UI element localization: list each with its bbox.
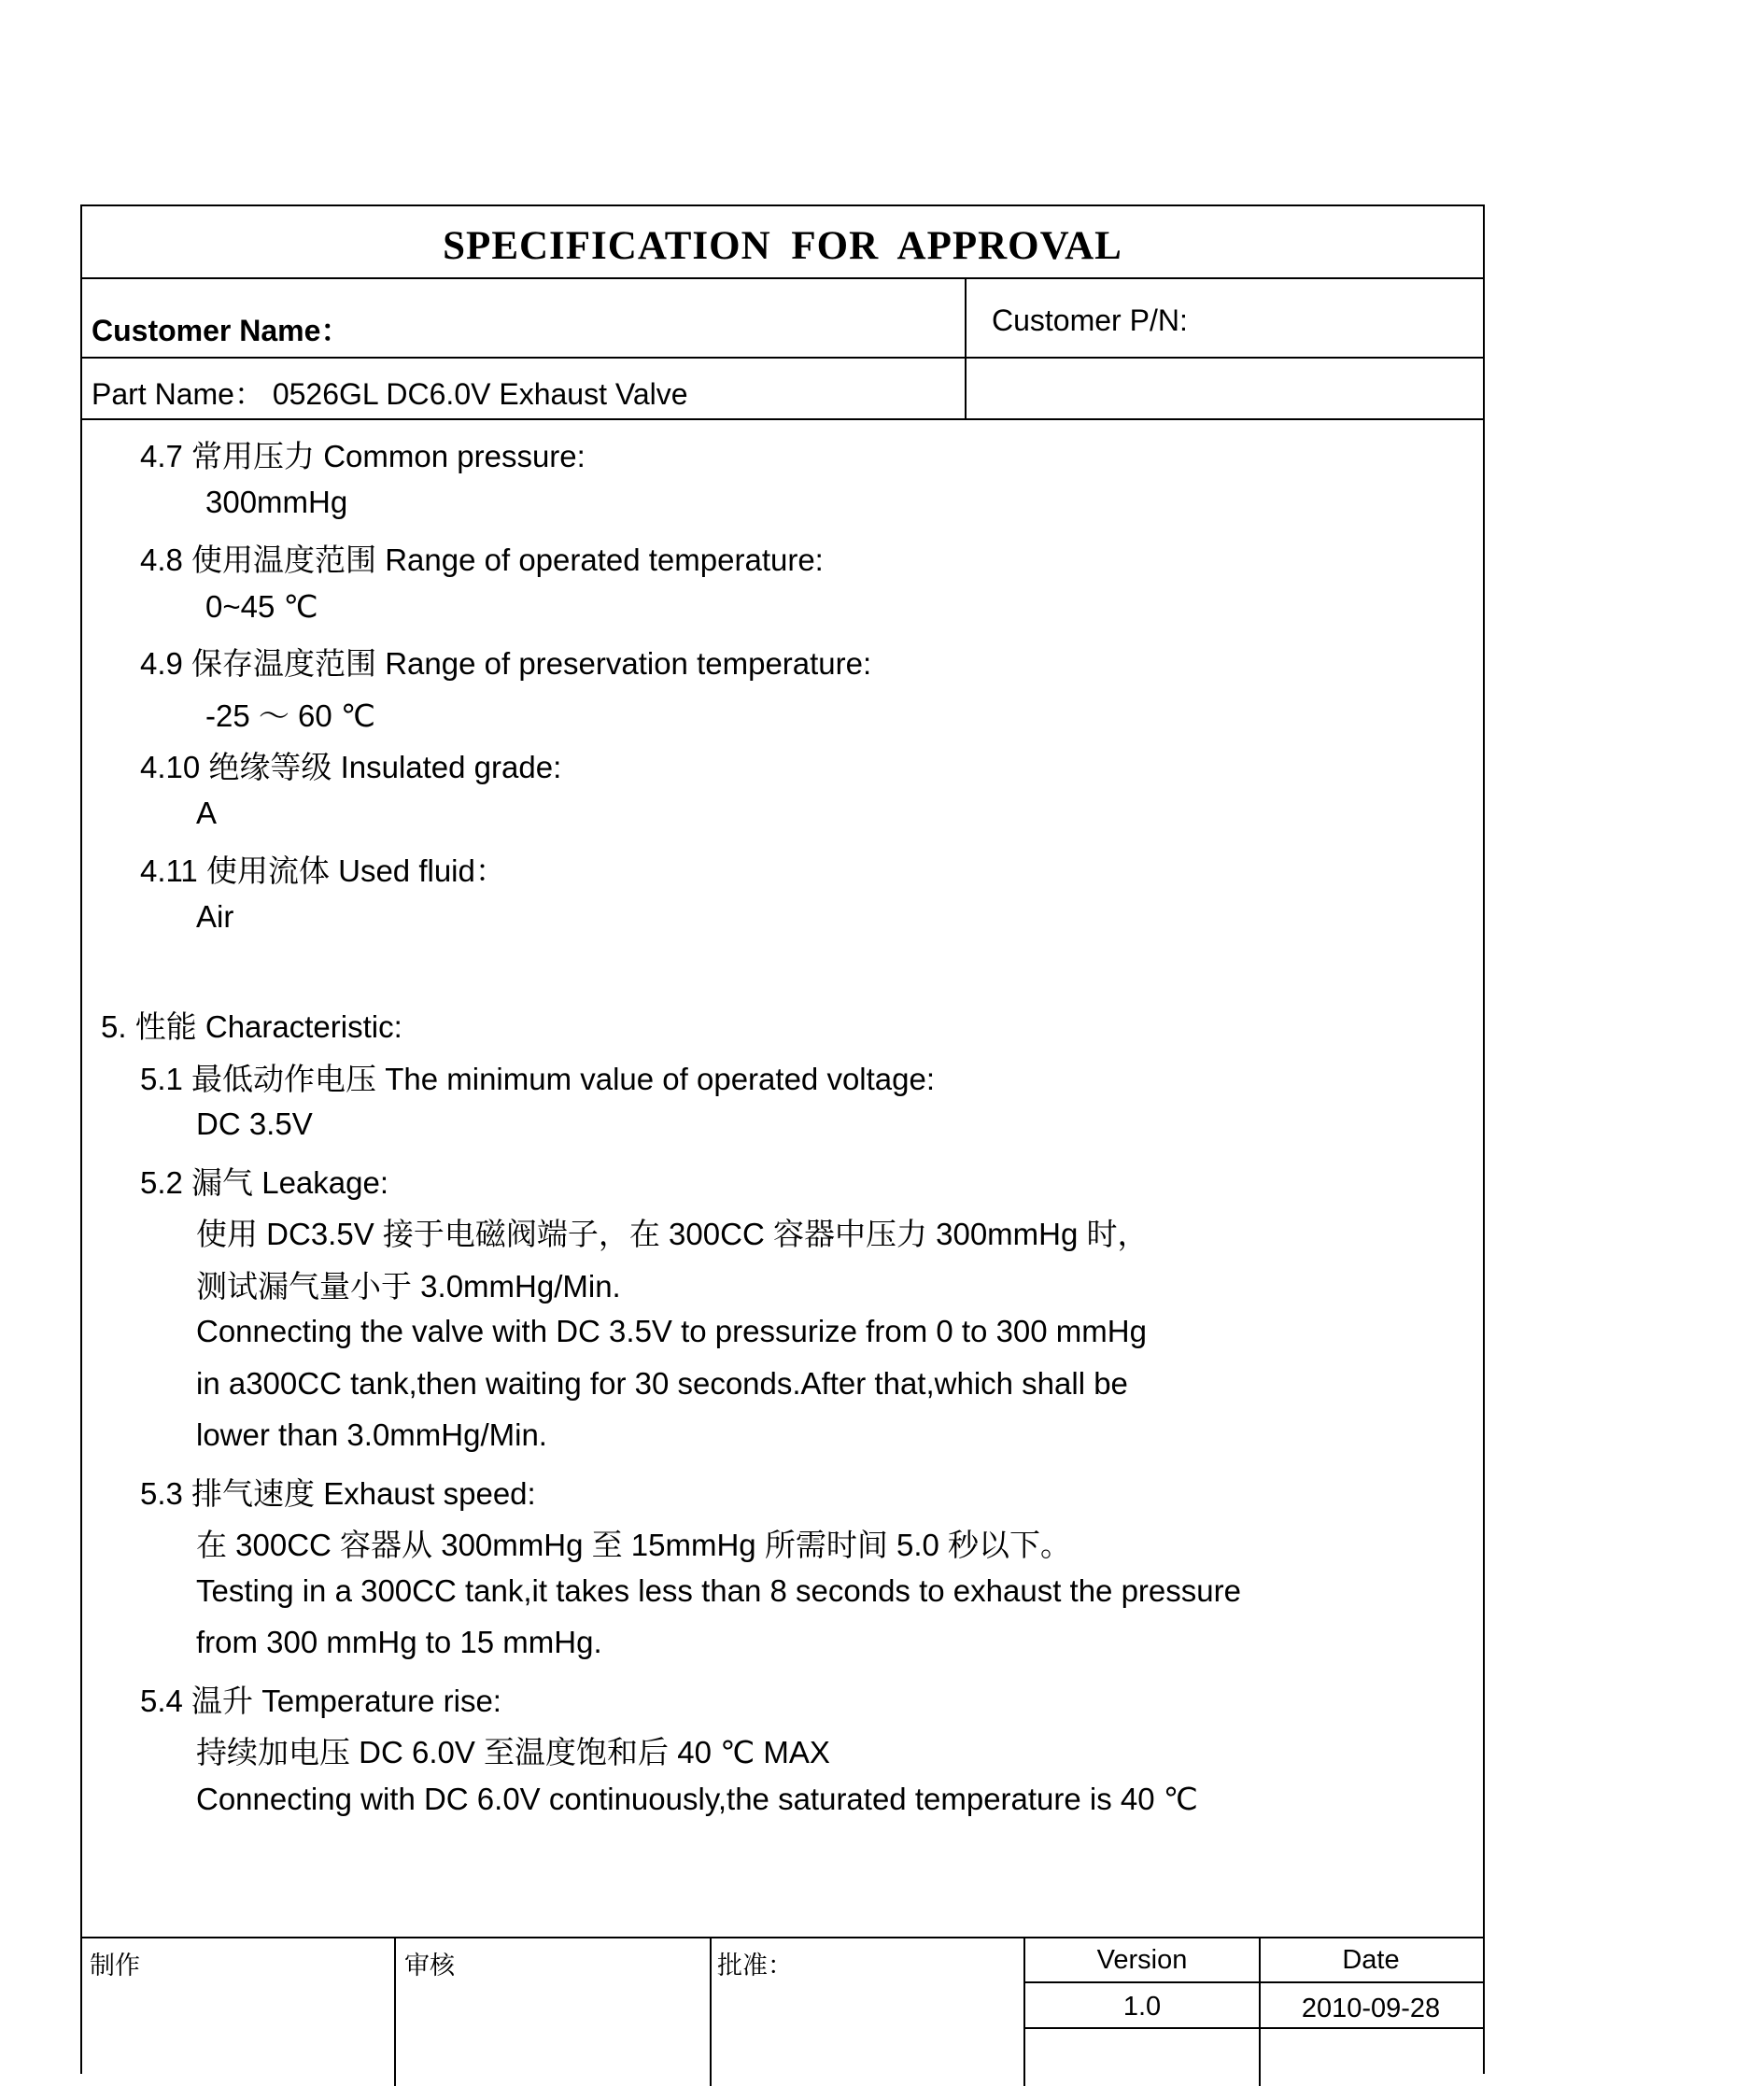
section-5-title: 5. 性能 Characteristic: — [101, 1009, 402, 1044]
version-value: 1.0 — [1122, 1992, 1162, 2022]
spec-sheet — [80, 204, 1485, 2074]
section-4-11-title: 4.11 使用流体 Used fluid： — [140, 853, 506, 888]
part-name: Part Name： 0526GL DC6.0V Exhaust Valve — [92, 377, 688, 411]
section-5-2-line: lower than 3.0mmHg/Min. — [196, 1417, 547, 1452]
divider — [82, 357, 1483, 359]
section-5-3-line: from 300 mmHg to 15 mmHg. — [196, 1625, 602, 1659]
section-4-9-value: -25 ～ 60 ℃ — [205, 698, 375, 733]
section-5-1-title: 5.1 最低动作电压 The minimum value of operated voltage: — [140, 1062, 936, 1096]
section-5-4-line: 持续加电压 DC 6.0V 至温度饱和后 40 ℃ MAX — [196, 1735, 830, 1769]
section-4-10-value: A — [196, 796, 218, 830]
footer-column-divider — [394, 1937, 396, 2086]
approved-by-label: 批准： — [717, 1952, 793, 1980]
section-4-8-title: 4.8 使用温度范围 Range of operated temperature: — [140, 543, 824, 577]
customer-pn-label: Customer P/N: — [992, 303, 1188, 337]
column-divider — [965, 277, 967, 418]
section-5-2-line: Connecting the valve with DC 3.5V to pressurize from 0 to 300 mmHg — [196, 1314, 1147, 1348]
section-5-2-title: 5.2 漏气 Leakage: — [140, 1165, 388, 1200]
section-5-3-line: 在 300CC 容器从 300mmHg 至 15mmHg 所需时间 5.0 秒以下。 — [196, 1528, 1072, 1562]
divider — [82, 277, 1483, 279]
footer-row-divider — [1023, 2027, 1483, 2029]
section-5-2-line: in a300CC tank,then waiting for 30 seconds.After that,which shall be — [196, 1366, 1128, 1401]
section-4-10-title: 4.10 绝缘等级 Insulated grade: — [140, 750, 562, 784]
divider — [82, 418, 1483, 420]
section-4-7-title: 4.7 常用压力 Common pressure: — [140, 439, 586, 473]
made-by-label: 制作 — [90, 1952, 140, 1980]
section-5-3-title: 5.3 排气速度 Exhaust speed: — [140, 1476, 536, 1511]
section-5-2-line: 测试漏气量小于 3.0mmHg/Min. — [196, 1269, 621, 1304]
section-5-4-line: Connecting with DC 6.0V continuously,the saturated temperature is 40 ℃ — [196, 1782, 1198, 1816]
date-label: Date — [1342, 1945, 1400, 1975]
section-4-9-title: 4.9 保存温度范围 Range of preservation temperature: — [140, 646, 872, 681]
section-5-4-title: 5.4 温升 Temperature rise: — [140, 1684, 501, 1718]
version-label: Version — [1096, 1945, 1188, 1975]
footer-row-divider — [1023, 1981, 1483, 1983]
section-5-2-line: 使用 DC3.5V 接于电磁阀端子，在 300CC 容器中压力 300mmHg 时， — [196, 1217, 1149, 1251]
section-4-8-value: 0~45 ℃ — [205, 589, 318, 624]
section-5-3-line: Testing in a 300CC tank,it takes less than 8 seconds to exhaust the pressure — [196, 1573, 1241, 1608]
footer-divider — [82, 1937, 1483, 1938]
customer-name-label: Customer Name： — [92, 314, 351, 347]
document-title: SPECIFICATION FOR APPROVAL — [443, 224, 1122, 268]
footer-column-divider — [710, 1937, 712, 2086]
date-value: 2010-09-28 — [1301, 1994, 1441, 2023]
reviewed-by-label: 审核 — [404, 1952, 455, 1980]
section-4-11-value: Air — [196, 899, 234, 934]
section-5-1-value: DC 3.5V — [196, 1106, 313, 1141]
section-4-7-value: 300mmHg — [205, 485, 348, 519]
